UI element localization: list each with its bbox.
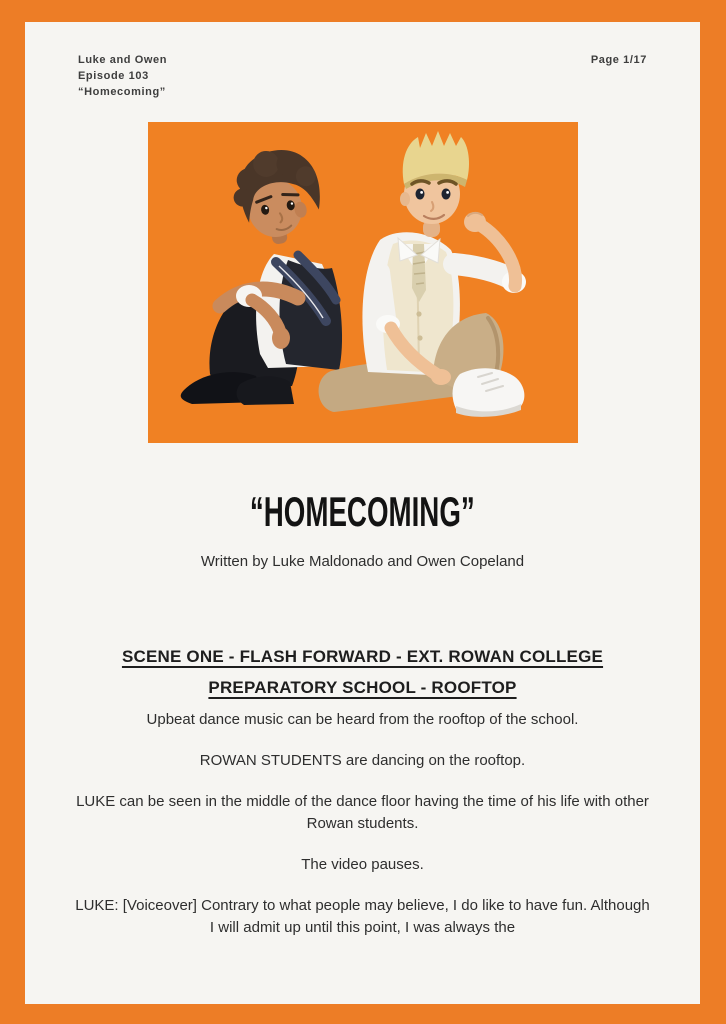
page-header <box>25 22 700 100</box>
page-number: Page 1/17 <box>590 54 647 66</box>
action-line-4: The video pauses. <box>301 856 424 873</box>
dialogue-luke-voiceover: LUKE: [Voiceover] Contrary to what people may believe, I do like to have fun. Although I will admit up until this point, I was always the <box>75 897 650 936</box>
action-line-2: ROWAN STUDENTS are dancing on the rooftop. <box>199 752 526 769</box>
series-title: Luke and Owen <box>78 54 168 66</box>
script-title <box>25 489 700 535</box>
scene-heading-line-1: SCENE ONE - FLASH FORWARD - EXT. ROWAN COLLEGE <box>121 647 604 666</box>
cover-image <box>148 122 578 443</box>
action-line-3: LUKE can be seen in the middle of the dance floor having the time of his life with other Rowan students. <box>76 793 649 832</box>
scene-heading <box>63 641 663 703</box>
scene-body <box>74 709 652 939</box>
episode-number: Episode 103 <box>78 70 149 82</box>
scene-heading-line-2: PREPARATORY SCHOOL - ROOFTOP <box>208 678 517 697</box>
two-boys-back-to-back-illustration <box>148 122 578 443</box>
script-page <box>25 22 700 1004</box>
episode-title: “Homecoming” <box>78 86 166 98</box>
byline: Written by Luke Maldonado and Owen Copeland <box>200 553 525 570</box>
header-meta <box>78 52 167 100</box>
script-title-text: “HOMECOMING” <box>250 488 475 535</box>
action-line-1: Upbeat dance music can be heard from the rooftop of the school. <box>146 711 579 728</box>
